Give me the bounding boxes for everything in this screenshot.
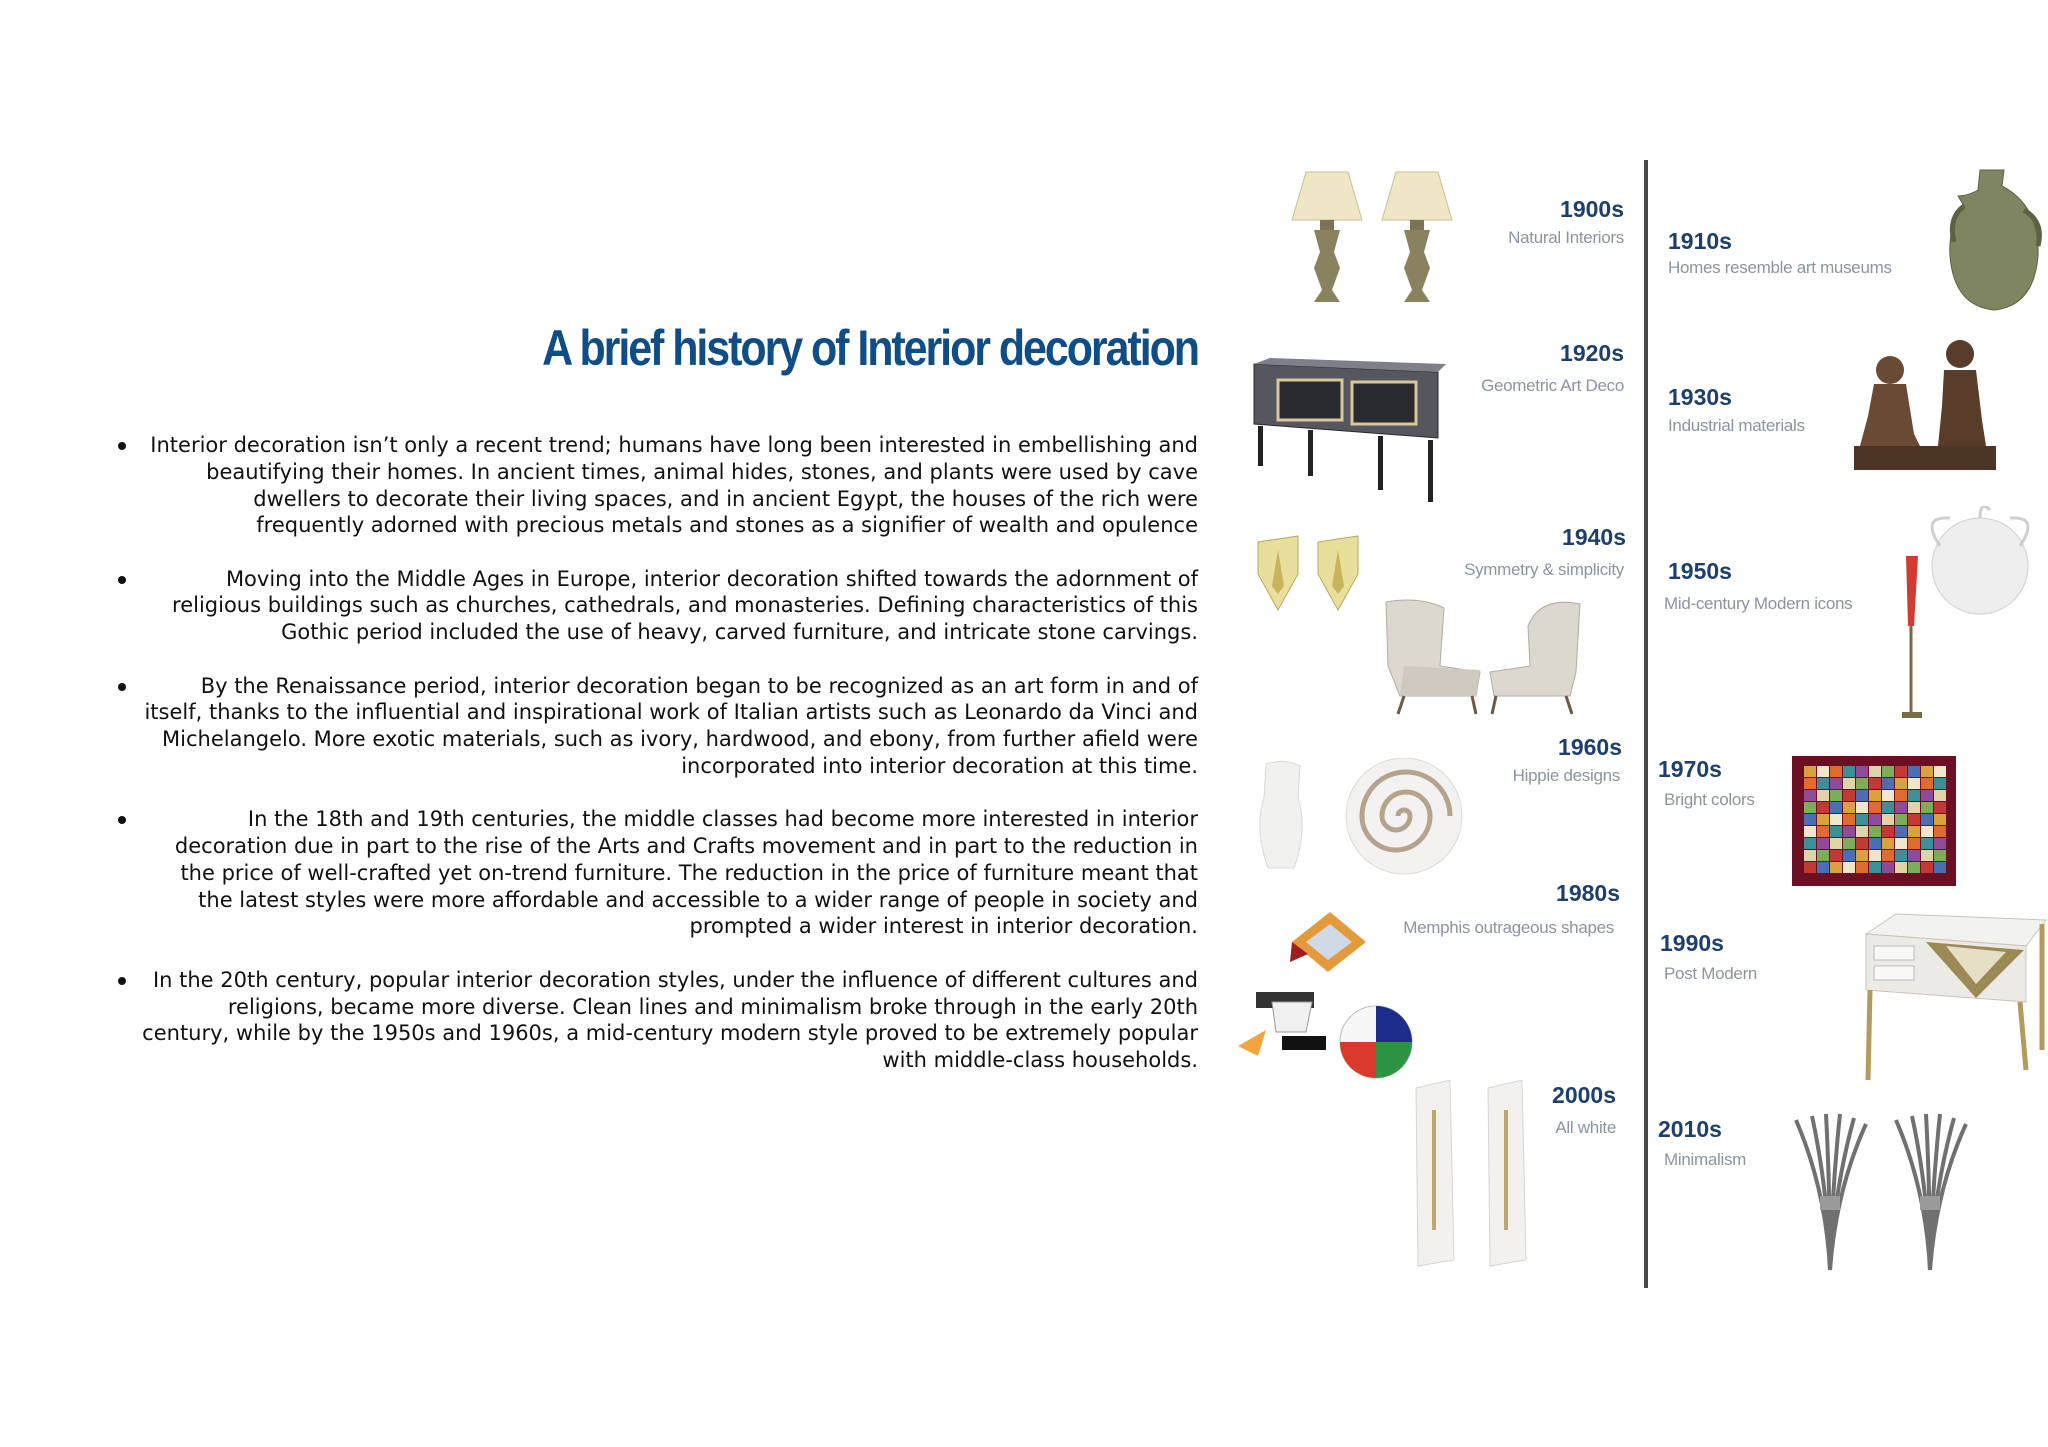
era-year-2000s: 2000s [1552, 1082, 1616, 1108]
era-year-1920s: 1920s [1560, 340, 1624, 366]
era-year-1970s: 1970s [1658, 756, 1722, 782]
metal-sconces-icon [1786, 1110, 1982, 1280]
era-year-1950s: 1950s [1668, 558, 1732, 584]
timeline-axis [1644, 160, 1648, 1288]
bullet-item: By the Renaissance period, interior decoration began to be recognized as an art form in and of itself, thanks to the influential and inspirational work of Italian artists such as Leonardo da Vinci and Michelangelo. More exotic materials, such as ivory, hardwood, and ebony, from further afield were incorporated into interior decoration at this time. [118, 673, 1198, 780]
era-year-1930s: 1930s [1668, 384, 1732, 410]
bullet-item: Interior decoration isn’t only a recent trend; humans have long been interested in embellishing and beautifying their homes. In ancient times, animal hides, stones, and plants were used by cave dwellers to decorate their living spaces, and in ancient Egypt, the houses of the rich were frequently adorned with precious metals and stones as a signifier of wealth and opulence [118, 432, 1198, 539]
vase-icon [1944, 166, 2048, 312]
era-desc-1970s: Bright colors [1664, 790, 1755, 809]
era-desc-1920s: Geometric Art Deco [1481, 376, 1624, 395]
white-sconces-icon [1412, 1080, 1532, 1270]
bullet-item: Moving into the Middle Ages in Europe, interior decoration shifted towards the adornment of religious buildings such as churches, cathedrals, and monasteries. Defining characteristics of this Gothic period included the use of heavy, carved furniture, and intricate stone carvings. [118, 566, 1198, 646]
memphis-shapes-icon [1236, 906, 1416, 1086]
bullet-icon [118, 816, 126, 824]
era-desc-1950s: Mid-century Modern icons [1664, 594, 1853, 613]
era-desc-1960s: Hippie designs [1512, 766, 1620, 785]
art-deco-sideboard-icon [1248, 358, 1448, 508]
bullet-icon [118, 442, 126, 450]
wall-sconces-icon [1254, 534, 1374, 614]
bullet-item: In the 20th century, popular interior decoration styles, under the influence of different cultures and religions, became more diverse. Clean lines and minimalism broke through in the early 20th century, while by the 1950s and 1960s, a mid-century modern style proved to be extremely popular with middle-class households. [118, 967, 1198, 1074]
era-year-1990s: 1990s [1660, 930, 1724, 956]
era-year-1900s: 1900s [1560, 196, 1624, 222]
era-year-1940s: 1940s [1562, 524, 1626, 550]
armchairs-icon [1380, 596, 1590, 716]
era-desc-1940s: Symmetry & simplicity [1464, 560, 1624, 579]
era-desc-1990s: Post Modern [1664, 964, 1758, 983]
mirrored-desk-icon [1856, 910, 2048, 1086]
era-year-1960s: 1960s [1558, 734, 1622, 760]
bronze-figures-icon [1850, 336, 2000, 476]
era-desc-1930s: Industrial materials [1668, 416, 1805, 435]
colorful-rug-icon [1792, 756, 1956, 886]
era-desc-2010s: Minimalism [1664, 1150, 1747, 1169]
table-lamps-icon [1290, 168, 1460, 308]
era-year-1910s: 1910s [1668, 228, 1732, 254]
history-bullet-list [118, 432, 1198, 1100]
bullet-icon [118, 683, 126, 691]
spiral-sculpture-icon [1254, 758, 1484, 878]
era-desc-1980s: Memphis outrageous shapes [1403, 918, 1614, 937]
era-desc-1910s: Homes resemble art museums [1668, 258, 1892, 277]
bullet-icon [118, 576, 126, 584]
era-year-1980s: 1980s [1556, 880, 1620, 906]
bullet-item: In the 18th and 19th centuries, the middle classes had become more interested in interior decoration due in part to the rise of the Arts and Crafts movement and in part to the reduction in the price of well-crafted yet on-trend furniture. The reduction in the price of furniture meant that the latest styles were more affordable and accessible to a wider range of people in society and prompted a wider interest in interior decoration. [118, 806, 1198, 940]
chandelier-lamp-icon [1880, 506, 2048, 726]
era-desc-1900s: Natural Interiors [1508, 228, 1624, 247]
era-desc-2000s: All white [1555, 1118, 1616, 1137]
page-title: A brief history of Interior decoration [542, 320, 1198, 376]
bullet-icon [118, 977, 126, 985]
era-year-2010s: 2010s [1658, 1116, 1722, 1142]
